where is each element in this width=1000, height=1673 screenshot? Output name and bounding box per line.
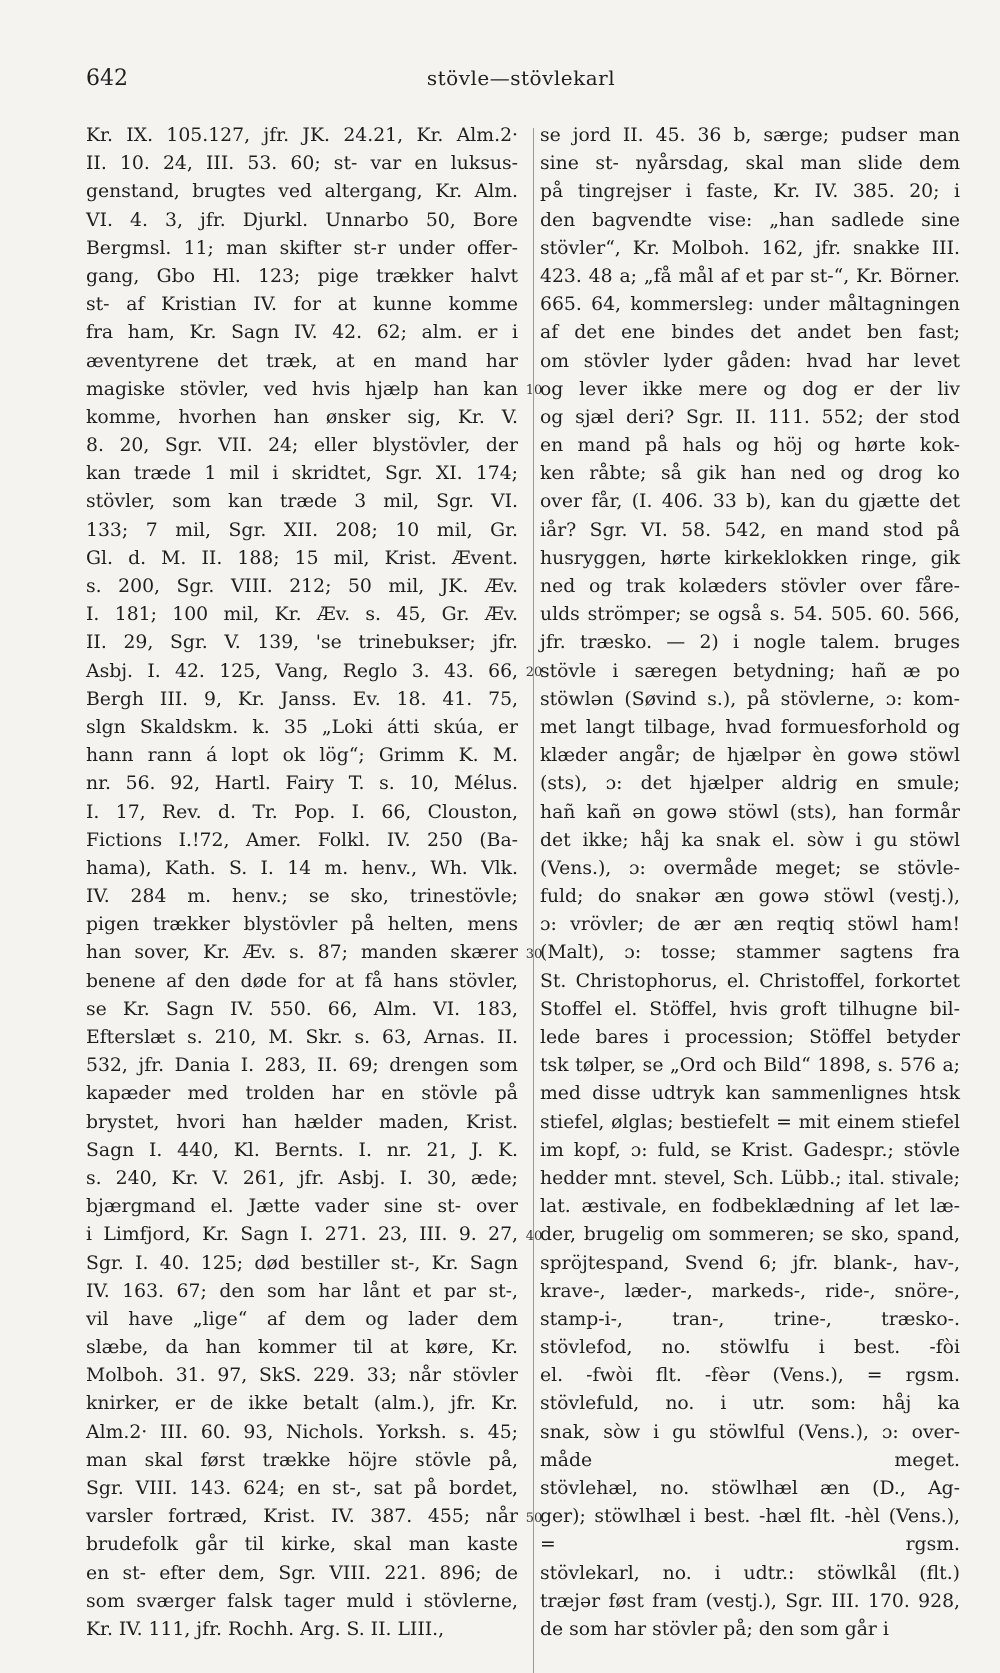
right-column-line: lede bares i procession; Stöffel betyder (540, 1027, 960, 1048)
right-column-line: ned og trak kolæders stövler over fåre- (540, 576, 960, 597)
right-column-line: stamp-i-, tran-, trine-, træsko-. (540, 1308, 960, 1330)
left-column-line: gang, Gbo Hl. 123; pige trækker halvt (86, 265, 518, 287)
right-column-line: og sjæl deri? Sgr. II. 111. 552; der stod (540, 406, 960, 428)
line-number-marker: 10 (525, 382, 543, 398)
right-column-line: se jord II. 45. 36 b, særge; pudser man (540, 125, 960, 146)
left-column-line: I. 17, Rev. d. Tr. Pop. I. 66, Clouston, (86, 801, 518, 823)
left-column-line: genstand, brugtes ved altergang, Kr. Alm. (86, 181, 518, 203)
left-column-line: Bergh III. 9, Kr. Janss. Ev. 18. 41. 75, (86, 688, 518, 710)
right-column-line: stövle i særegen betydning; hañ æ po (540, 660, 960, 682)
right-column-line: tsk tølper, se „Ord och Bild“ 1898, s. 576 a; (540, 1055, 960, 1077)
right-column (540, 122, 960, 1644)
right-column-line: ulds strömper; se også s. 54. 505. 60. 566, (540, 604, 960, 626)
left-column-line: fra ham, Kr. Sagn IV. 42. 62; alm. er i (86, 322, 518, 344)
right-column-line: hañ kañ ən gowə stöwl (sts), han formår (540, 801, 960, 823)
right-column-line: der, brugelig om sommeren; se sko, spand, (540, 1224, 960, 1246)
right-column-line: husryggen, hørte kirkeklokken ringe, gik (540, 547, 960, 569)
right-column-line: (sts), ɔ: det hjælper aldrig en smule; (540, 773, 960, 795)
right-column-line: stövlefod, no. stöwlfu i best. -fòi (540, 1337, 960, 1359)
line-number-marker: 20 (525, 664, 543, 680)
right-column-line: fuld; do snakər æn gowə stöwl (vestj.), (540, 886, 960, 908)
left-column-line: benene af den døde for at få hans stövler, (86, 970, 518, 992)
right-column-line: stövlehæl, no. stöwlhæl æn (D., Ag- (540, 1478, 960, 1499)
left-column-line: hann rann á lopt ok lög“; Grimm K. M. (86, 745, 518, 767)
left-column-line: stövler, som kan træde 3 mil, Sgr. VI. (86, 491, 518, 513)
left-column-line: æventyrene det træk, at en mand har (86, 350, 518, 372)
right-column-line: St. Christophorus, el. Christoffel, forkortet (540, 970, 960, 992)
page-number: 642 (86, 66, 128, 91)
right-column-line: 423. 48 a; „få mål af et par st-“, Kr. Börner. (540, 265, 960, 287)
right-column-line: im kopf, ɔ: fuld, se Krist. Gadespr.; stövle (540, 1139, 960, 1161)
left-column (86, 122, 518, 1644)
left-column-line: IV. 163. 67; den som har lånt et par st-, (86, 1280, 518, 1302)
left-column-line: som sværger falsk tager muld i stövlerne, (86, 1590, 518, 1612)
right-column-line: hedder mnt. stevel, Sch. Lübb.; ital. stivale; (540, 1167, 960, 1189)
right-column-line: Stoffel el. Stöffel, hvis groft tilhugne bil- (540, 998, 960, 1020)
left-column-line: Asbj. I. 42. 125, Vang, Reglo 3. 43. 66, (86, 660, 518, 682)
left-column-line: brudefolk går til kirke, skal man kaste (86, 1534, 518, 1556)
left-column-line: knirker, er de ikke betalt (alm.), jfr. Kr. (86, 1393, 518, 1415)
right-column-line: og lever ikke mere og dog er der liv (540, 378, 960, 400)
left-column-line: vil have „lige“ af dem og lader dem (86, 1308, 518, 1330)
left-column-line: brystet, hvori han hælder maden, Krist. (86, 1111, 518, 1133)
left-column-line: Bergmsl. 11; man skifter st-r under offer- (86, 237, 518, 259)
left-column-line: II. 29, Sgr. V. 139, 'se trinebukser; jfr. (86, 632, 518, 654)
left-column-line: IV. 284 m. henv.; se sko, trinestövle; (86, 886, 518, 908)
right-column-line: med disse udtryk kan sammenlignes htsk (540, 1083, 960, 1105)
left-column-line: se Kr. Sagn IV. 550. 66, Alm. VI. 183, (86, 998, 518, 1020)
running-head: stövle—stövlekarl (426, 66, 616, 90)
left-column-line: Efterslæt s. 210, M. Skr. s. 63, Arnas. II. (86, 1027, 518, 1048)
right-column-line: de som har stövler på; den som går i (540, 1618, 889, 1640)
right-column-line: ken råbte; så gik han ned og drog ko (540, 463, 960, 485)
right-column-line: sine st- nyårsdag, skal man slide dem (540, 153, 960, 175)
column-divider (533, 128, 534, 1673)
right-column-line: af det ene bindes det andet ben fast; (540, 322, 960, 344)
right-column-line: det ikke; håj ka snak el. sòw i gu stöwl (540, 829, 960, 851)
left-column-line: II. 10. 24, III. 53. 60; st- var en luksus- (86, 153, 518, 175)
left-column-line: kapæder med trolden har en stövle på (86, 1083, 518, 1105)
left-column-line: s. 240, Kr. V. 261, jfr. Asbj. I. 30, æde; (86, 1167, 518, 1189)
left-column-line: Alm.2· III. 60. 93, Nichols. Yorksh. s. 45; (86, 1421, 518, 1443)
right-column-line: over får, (I. 406. 33 b), kan du gjætte det (540, 491, 960, 513)
left-column-line: i Limfjord, Kr. Sagn I. 271. 23, III. 9. 27, (86, 1224, 518, 1246)
right-column-line: ɔ: vrövler; de ær æn reqtiq stöwl ham! (540, 914, 960, 936)
right-column-line: snak, sòw i gu stöwlful (Vens.), ɔ: over- (540, 1421, 960, 1443)
left-column-line: VI. 4. 3, jfr. Djurkl. Unnarbo 50, Bore (86, 209, 518, 231)
right-column-line: iår? Sgr. VI. 58. 542, en mand stod på (540, 519, 960, 541)
left-column-line: Sgr. VIII. 143. 624; en st-, sat på bordet, (86, 1478, 518, 1499)
right-column-line: stövlekarl, no. i udtr.: stöwlkål (flt.) (540, 1562, 960, 1584)
right-column-line: om stövler lyder gåden: hvad har levet (540, 350, 960, 372)
right-column-line: klæder angår; de hjælpər èn gowə stöwl (540, 745, 960, 767)
left-column-line: hama), Kath. S. I. 14 m. henv., Wh. Vlk. (86, 857, 518, 879)
left-column-line: 133; 7 mil, Sgr. XII. 208; 10 mil, Gr. (86, 519, 518, 541)
left-column-line: Sgr. I. 40. 125; død bestiller st-, Kr. Sagn (86, 1252, 518, 1274)
left-column-line: Kr. IV. 111, jfr. Rochh. Arg. S. II. LIII., (86, 1618, 445, 1640)
right-column-line: en mand på hals og höj og hørte kok- (540, 435, 960, 457)
left-column-line: I. 181; 100 mil, Kr. Æv. s. 45, Gr. Æv. (86, 604, 518, 626)
right-column-line: met langt tilbage, hvad formuesforhold og (540, 716, 960, 738)
left-column-line: Kr. IX. 105.127, jfr. JK. 24.21, Kr. Alm.2· (86, 125, 518, 146)
right-column-line: 665. 64, kommersleg: under måltagningen (540, 294, 960, 316)
left-column-line: bjærgmand el. Jætte vader sine st- over (86, 1196, 518, 1218)
left-column-line: varsler fortræd, Krist. IV. 387. 455; når (86, 1506, 518, 1528)
right-column-line: krave-, læder-, markeds-, ride-, snöre-, (540, 1280, 960, 1302)
left-column-line: Sagn I. 440, Kl. Bernts. I. nr. 21, J. K. (86, 1139, 518, 1161)
right-column-line: stöwlən (Søvind s.), på stövlerne, ɔ: kom- (540, 688, 960, 710)
left-column-line: man skal først trække höjre stövle på, (86, 1449, 518, 1471)
right-column-line: (Vens.), ɔ: overmåde meget; se stövle- (540, 857, 960, 879)
left-column-line: en st- efter dem, Sgr. VIII. 221. 896; de (86, 1562, 518, 1584)
left-column-line: 532, jfr. Dania I. 283, II. 69; drengen som (86, 1055, 518, 1077)
line-number-marker: 30 (525, 946, 543, 962)
page-header (86, 66, 956, 106)
left-column-line: slgn Skaldskm. k. 35 „Loki átti skúa, er (86, 716, 518, 738)
right-column-line: måde meget. (540, 1449, 960, 1471)
left-column-line: Molboh. 31. 97, SkS. 229. 33; når stövler (86, 1365, 518, 1387)
right-column-line: ger); stöwlhæl i best. -hæl flt. -hèl (Vens.), (540, 1506, 960, 1528)
right-column-line: = rgsm. (540, 1534, 960, 1556)
left-column-line: 8. 20, Sgr. VII. 24; eller blystövler, der (86, 435, 518, 457)
right-column-line: stiefel, ølglas; bestiefelt = mit einem stiefel (540, 1111, 960, 1133)
right-column-line: lat. æstivale, en fodbeklædning af let læ- (540, 1196, 960, 1218)
left-column-line: s. 200, Sgr. VIII. 212; 50 mil, JK. Æv. (86, 576, 518, 597)
right-column-line: jfr. træsko. — 2) i nogle talem. bruges (540, 632, 960, 654)
right-column-line: spröjtespand, Svend 6; jfr. blank-, hav-, (540, 1252, 960, 1274)
left-column-line: magiske stövler, ved hvis hjælp han kan (86, 378, 518, 400)
right-column-line: træjər føst fram (vestj.), Sgr. III. 170. 928, (540, 1590, 960, 1612)
left-column-line: st- af Kristian IV. for at kunne komme (86, 294, 518, 316)
right-column-line: stövlefuld, no. i utr. som: håj ka (540, 1393, 960, 1415)
right-column-line: (Malt), ɔ: tosse; stammer sagtens fra (540, 942, 960, 964)
left-column-line: Gl. d. M. II. 188; 15 mil, Krist. Ævent. (86, 547, 518, 569)
line-number-marker: 50 (525, 1510, 543, 1526)
right-column-line: den bagvendte vise: „han sadlede sine (540, 209, 960, 231)
left-column-line: nr. 56. 92, Hartl. Fairy T. s. 10, Mélus. (86, 773, 518, 795)
left-column-line: kan træde 1 mil i skridtet, Sgr. XI. 174; (86, 463, 518, 485)
left-column-line: Fictions I.!72, Amer. Folkl. IV. 250 (Ba- (86, 829, 518, 851)
right-column-line: el. -fwòi flt. -fèər (Vens.), = rgsm. (540, 1365, 960, 1387)
left-column-line: slæbe, da han kommer til at køre, Kr. (86, 1337, 518, 1359)
left-column-line: komme, hvorhen han ønsker sig, Kr. V. (86, 406, 518, 428)
left-column-line: han sover, Kr. Æv. s. 87; manden skærer (86, 942, 518, 964)
line-number-marker: 40 (525, 1228, 543, 1244)
right-column-line: stövler“, Kr. Molboh. 162, jfr. snakke III. (540, 237, 960, 259)
left-column-line: pigen trækker blystövler på helten, mens (86, 914, 518, 936)
right-column-line: på tingrejser i faste, Kr. IV. 385. 20; i (540, 181, 960, 203)
